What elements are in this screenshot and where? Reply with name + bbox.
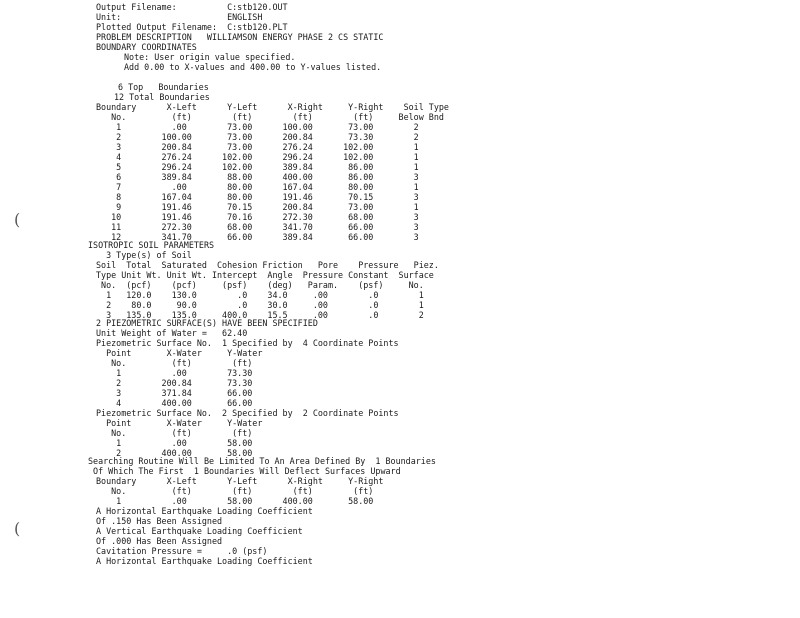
report-line: Note: User origin value specified.	[124, 52, 296, 62]
report-line: Boundary X-Left Y-Left X-Right Y-Right Soil Type	[96, 102, 449, 112]
report-line: Unit: ENGLISH	[96, 12, 263, 22]
report-line: ISOTROPIC SOIL PARAMETERS	[88, 240, 215, 250]
report-line: 1 .00 73.00 100.00 73.00 2	[96, 122, 419, 132]
report-line: A Horizontal Earthquake Loading Coefficient	[96, 556, 313, 566]
report-line: PROBLEM DESCRIPTION WILLIAMSON ENERGY PHASE 2 CS STATIC	[96, 32, 384, 42]
report-line: 2 100.00 73.00 200.84 73.30 2	[96, 132, 419, 142]
report-line: BOUNDARY COORDINATES	[96, 42, 197, 52]
report-line: Of .000 Has Been Assigned	[96, 536, 223, 546]
report-line: 3 135.0 135.0 400.0 15.5 .00 .0 2	[96, 310, 424, 320]
report-line: 1 120.0 130.0 .0 34.0 .00 .0 1	[96, 290, 424, 300]
report-line: No. (ft) (ft)	[96, 428, 253, 438]
report-line: Add 0.00 to X-values and 400.00 to Y-values listed.	[124, 62, 382, 72]
report-line: Boundary X-Left Y-Left X-Right Y-Right	[96, 476, 384, 486]
report-line: No. (ft) (ft) (ft) (ft)	[96, 486, 374, 496]
report-line: Of .150 Has Been Assigned	[96, 516, 223, 526]
report-line: No. (ft) (ft)	[96, 358, 253, 368]
report-line: Of Which The First 1 Boundaries Will Deflect Surfaces Upward	[88, 466, 401, 476]
report-line: 3 Type(s) of Soil	[96, 250, 192, 260]
report-line: Searching Routine Will Be Limited To An Area Defined By 1 Boundaries	[88, 456, 436, 466]
binder-mark-bottom: (	[14, 519, 21, 538]
report-line: 7 .00 80.00 167.04 80.00 1	[96, 182, 419, 192]
report-line: 1 .00 58.00	[96, 438, 253, 448]
report-line: 4 400.00 66.00	[96, 398, 253, 408]
report-line: 11 272.30 68.00 341.70 66.00 3	[96, 222, 419, 232]
report-line: Point X-Water Y-Water	[96, 418, 263, 428]
report-line: Piezometric Surface No. 1 Specified by 4 Coordinate Points	[96, 338, 399, 348]
report-line: 9 191.46 70.15 200.84 73.00 1	[96, 202, 419, 212]
report-line: 3 200.84 73.00 276.24 102.00 1	[96, 142, 419, 152]
binder-mark-top: (	[14, 210, 21, 229]
report-line: 2 200.84 73.30	[96, 378, 253, 388]
report-line: 2 PIEZOMETRIC SURFACE(S) HAVE BEEN SPECIFIED	[96, 318, 318, 328]
report-line: Piezometric Surface No. 2 Specified by 2 Coordinate Points	[96, 408, 399, 418]
report-line: 3 371.84 66.00	[96, 388, 253, 398]
report-line: 1 .00 58.00 400.00 58.00	[96, 496, 374, 506]
report-line: 12 Total Boundaries	[114, 92, 210, 102]
report-line: Plotted Output Filename: C:stb120.PLT	[96, 22, 288, 32]
report-line: Soil Total Saturated Cohesion Friction Pore Pressure Piez.	[96, 260, 439, 270]
report-line: 12 341.70 66.00 389.84 66.00 3	[96, 232, 419, 242]
report-line: Point X-Water Y-Water	[96, 348, 263, 358]
report-line: Output Filename: C:stb120.OUT	[96, 2, 288, 12]
report-line: 6 389.84 88.00 400.00 86.00 3	[96, 172, 419, 182]
report-line: Cavitation Pressure = .0 (psf)	[96, 546, 268, 556]
report-line: 5 296.24 102.00 389.84 86.00 1	[96, 162, 419, 172]
report-line: A Horizontal Earthquake Loading Coefficient	[96, 506, 313, 516]
report-line: 2 400.00 58.00	[96, 448, 253, 458]
report-line: Type Unit Wt. Unit Wt. Intercept Angle Pressure Constant Surface	[96, 270, 434, 280]
report-line: No. (pcf) (pcf) (psf) (deg) Param. (psf) No.	[96, 280, 424, 290]
report-line: 1 .00 73.30	[96, 368, 253, 378]
report-line: 2 80.0 90.0 .0 30.0 .00 .0 1	[96, 300, 424, 310]
report-line: 8 167.04 80.00 191.46 70.15 3	[96, 192, 419, 202]
report-line: Unit Weight of Water = 62.40	[96, 328, 248, 338]
report-line: 4 276.24 102.00 296.24 102.00 1	[96, 152, 419, 162]
report-line: A Vertical Earthquake Loading Coefficient	[96, 526, 303, 536]
report-line: No. (ft) (ft) (ft) (ft) Below Bnd	[96, 112, 444, 122]
report-line: 10 191.46 70.16 272.30 68.00 3	[96, 212, 419, 222]
report-line: 6 Top Boundaries	[118, 82, 209, 92]
